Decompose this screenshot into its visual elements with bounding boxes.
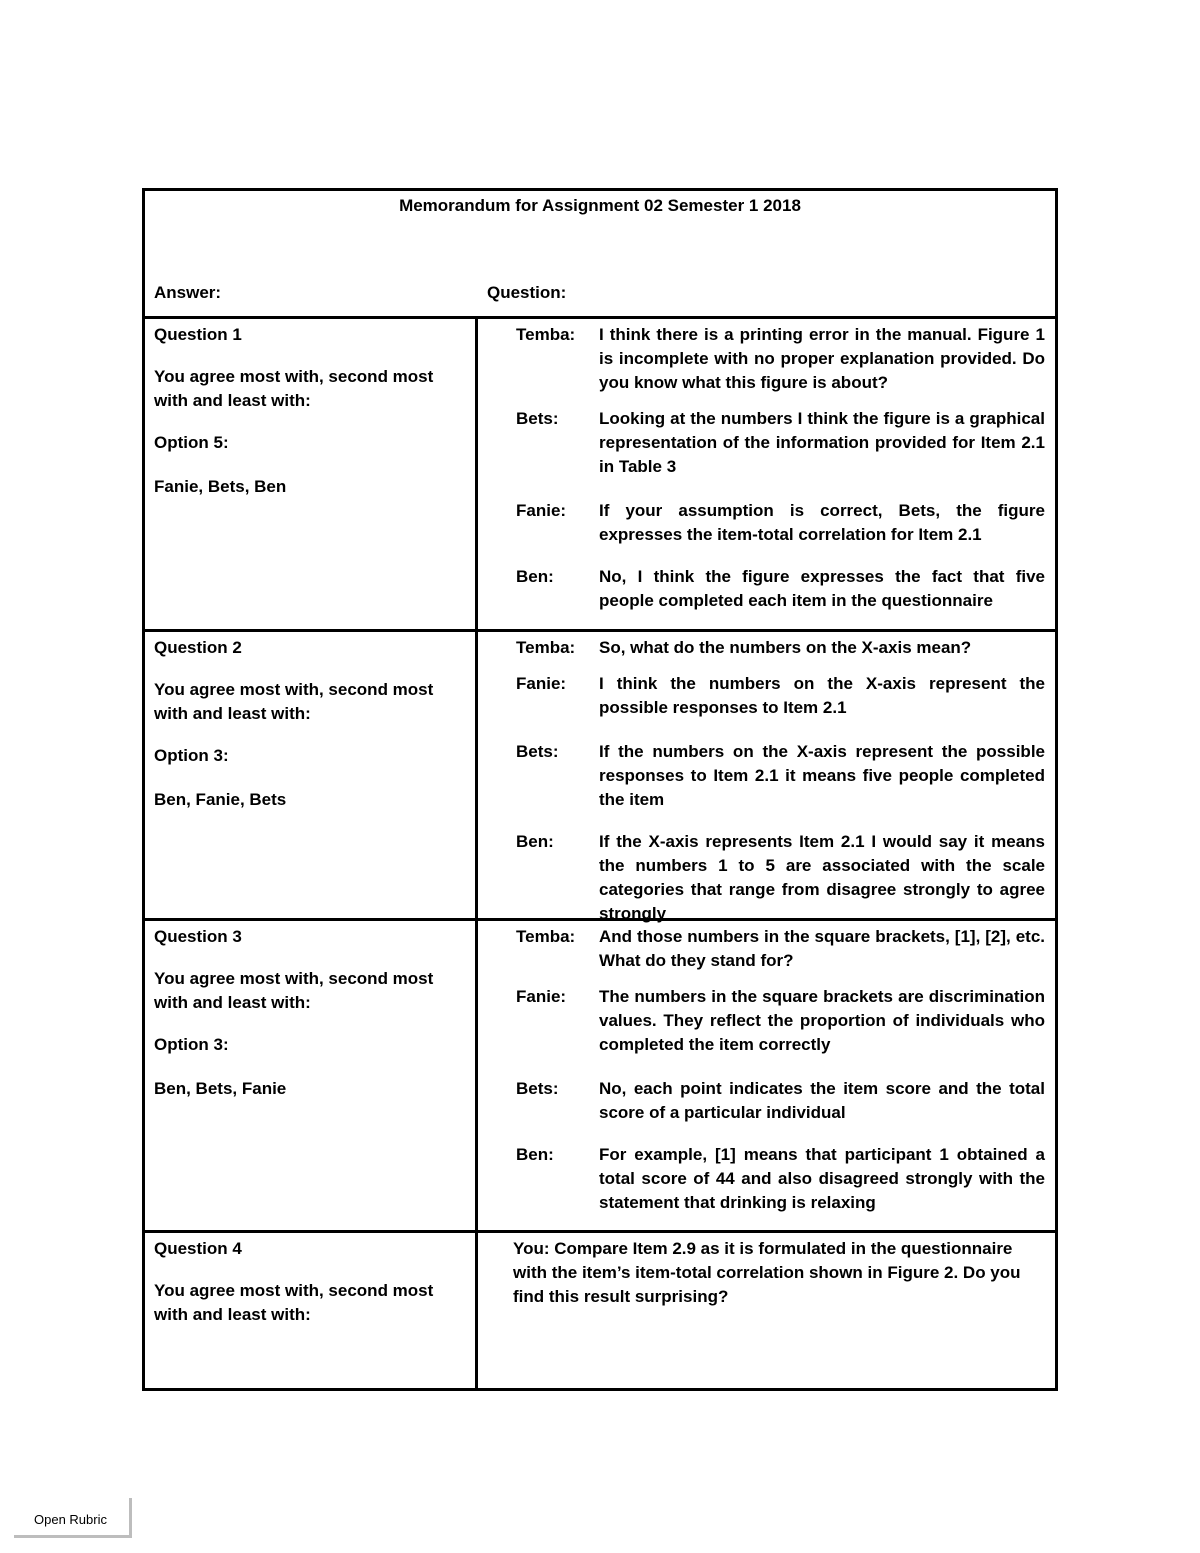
question-prompt: You agree most with, second most with and least with:	[154, 367, 434, 410]
answer-cell	[145, 1233, 478, 1388]
dialogue-turn	[516, 323, 1045, 395]
dialogue-turn	[516, 499, 1045, 547]
dialogue-turn	[516, 407, 1045, 479]
document-title: Memorandum for Assignment 02 Semester 1 2018	[399, 196, 801, 215]
question-prompt: You agree most with, second most with and least with:	[154, 1281, 434, 1324]
answer-text: Ben, Fanie, Bets	[154, 790, 287, 809]
dialogue-cell	[478, 632, 1055, 923]
speaker: Bets:	[516, 742, 559, 761]
table-header	[142, 188, 1058, 319]
answer-cell	[145, 319, 478, 629]
question-title: Question 3	[154, 927, 242, 946]
speaker: Fanie:	[516, 674, 567, 693]
statement: No, each point indicates the item score and the total score of a particular individual	[599, 1079, 1045, 1122]
memorandum-table	[142, 188, 1058, 1391]
question-prompt: You agree most with, second most with and least with:	[154, 969, 434, 1012]
statement: And those numbers in the square brackets, [1], [2], etc. What do they stand for?	[599, 927, 1045, 970]
statement: For example, [1] means that participant 1 obtained a total score of 44 and also disagreed strongly with the statement that drinking is relaxing	[599, 1145, 1045, 1212]
question-row-4	[142, 1233, 1058, 1391]
question-title: Question 2	[154, 638, 242, 657]
dialogue-turn	[516, 985, 1045, 1057]
question-row-1	[142, 319, 1058, 632]
dialogue-turn	[516, 1077, 1045, 1125]
option-label: Option 5:	[154, 433, 229, 452]
statement: I think there is a printing error in the manual. Figure 1 is incomplete with no proper explanation provided. Do you know what this figure is about?	[599, 325, 1045, 392]
question-title: Question 4	[154, 1239, 242, 1258]
speaker: Ben:	[516, 567, 554, 586]
question-prompt: You agree most with, second most with and least with:	[154, 680, 434, 723]
open-rubric-button[interactable]: Open Rubric	[14, 1498, 132, 1538]
speaker: Fanie:	[516, 987, 567, 1006]
question-row-2	[142, 632, 1058, 921]
you-question: You: Compare Item 2.9 as it is formulated in the questionnaire with the item’s item-total correlation shown in Figure 2. Do you find this result surprising?	[513, 1239, 1021, 1306]
speaker: Temba:	[516, 325, 576, 344]
dialogue-turn	[516, 1143, 1045, 1215]
speaker: Bets:	[516, 409, 559, 428]
dialogue-turn	[516, 565, 1045, 613]
speaker: Fanie:	[516, 501, 567, 520]
dialogue-cell	[478, 319, 1055, 629]
dialogue-turn	[516, 740, 1045, 812]
statement: If the X-axis represents Item 2.1 I would say it means the numbers 1 to 5 are associated with the scale categories that range from disagree strongly to agree strongly	[599, 832, 1045, 923]
answer-cell	[145, 921, 478, 1230]
statement: So, what do the numbers on the X-axis mean?	[599, 638, 972, 657]
speaker: Bets:	[516, 1079, 559, 1098]
statement: If the numbers on the X-axis represent the possible responses to Item 2.1 it means five people completed the item	[599, 742, 1045, 809]
question-title: Question 1	[154, 325, 242, 344]
dialogue-turn	[516, 672, 1045, 720]
dialogue-turn	[516, 830, 1045, 926]
dialogue-cell	[478, 921, 1055, 1230]
answer-column-label: Answer:	[154, 283, 222, 302]
speaker: Temba:	[516, 638, 576, 657]
question-column-label: Question:	[487, 283, 567, 302]
dialogue-cell	[478, 1233, 1055, 1388]
statement: If your assumption is correct, Bets, the figure expresses the item-total correlation for Item 2.1	[599, 501, 1045, 544]
option-label: Option 3:	[154, 1035, 229, 1054]
statement: Looking at the numbers I think the figure is a graphical representation of the information provided for Item 2.1 in Table 3	[599, 409, 1045, 476]
speaker: Ben:	[516, 832, 554, 851]
statement: I think the numbers on the X-axis represent the possible responses to Item 2.1	[599, 674, 1045, 717]
question-row-3	[142, 921, 1058, 1233]
statement: The numbers in the square brackets are discrimination values. They reflect the proportion of individuals who completed the item correctly	[599, 987, 1045, 1054]
statement: No, I think the figure expresses the fact that five people completed each item in the questionnaire	[599, 567, 1045, 610]
answer-text: Fanie, Bets, Ben	[154, 477, 287, 496]
dialogue-turn	[516, 636, 1045, 660]
dialogue-turn	[516, 925, 1045, 973]
speaker: Temba:	[516, 927, 576, 946]
answer-cell	[145, 632, 478, 918]
option-label: Option 3:	[154, 746, 229, 765]
speaker: Ben:	[516, 1145, 554, 1164]
answer-text: Ben, Bets, Fanie	[154, 1079, 287, 1098]
